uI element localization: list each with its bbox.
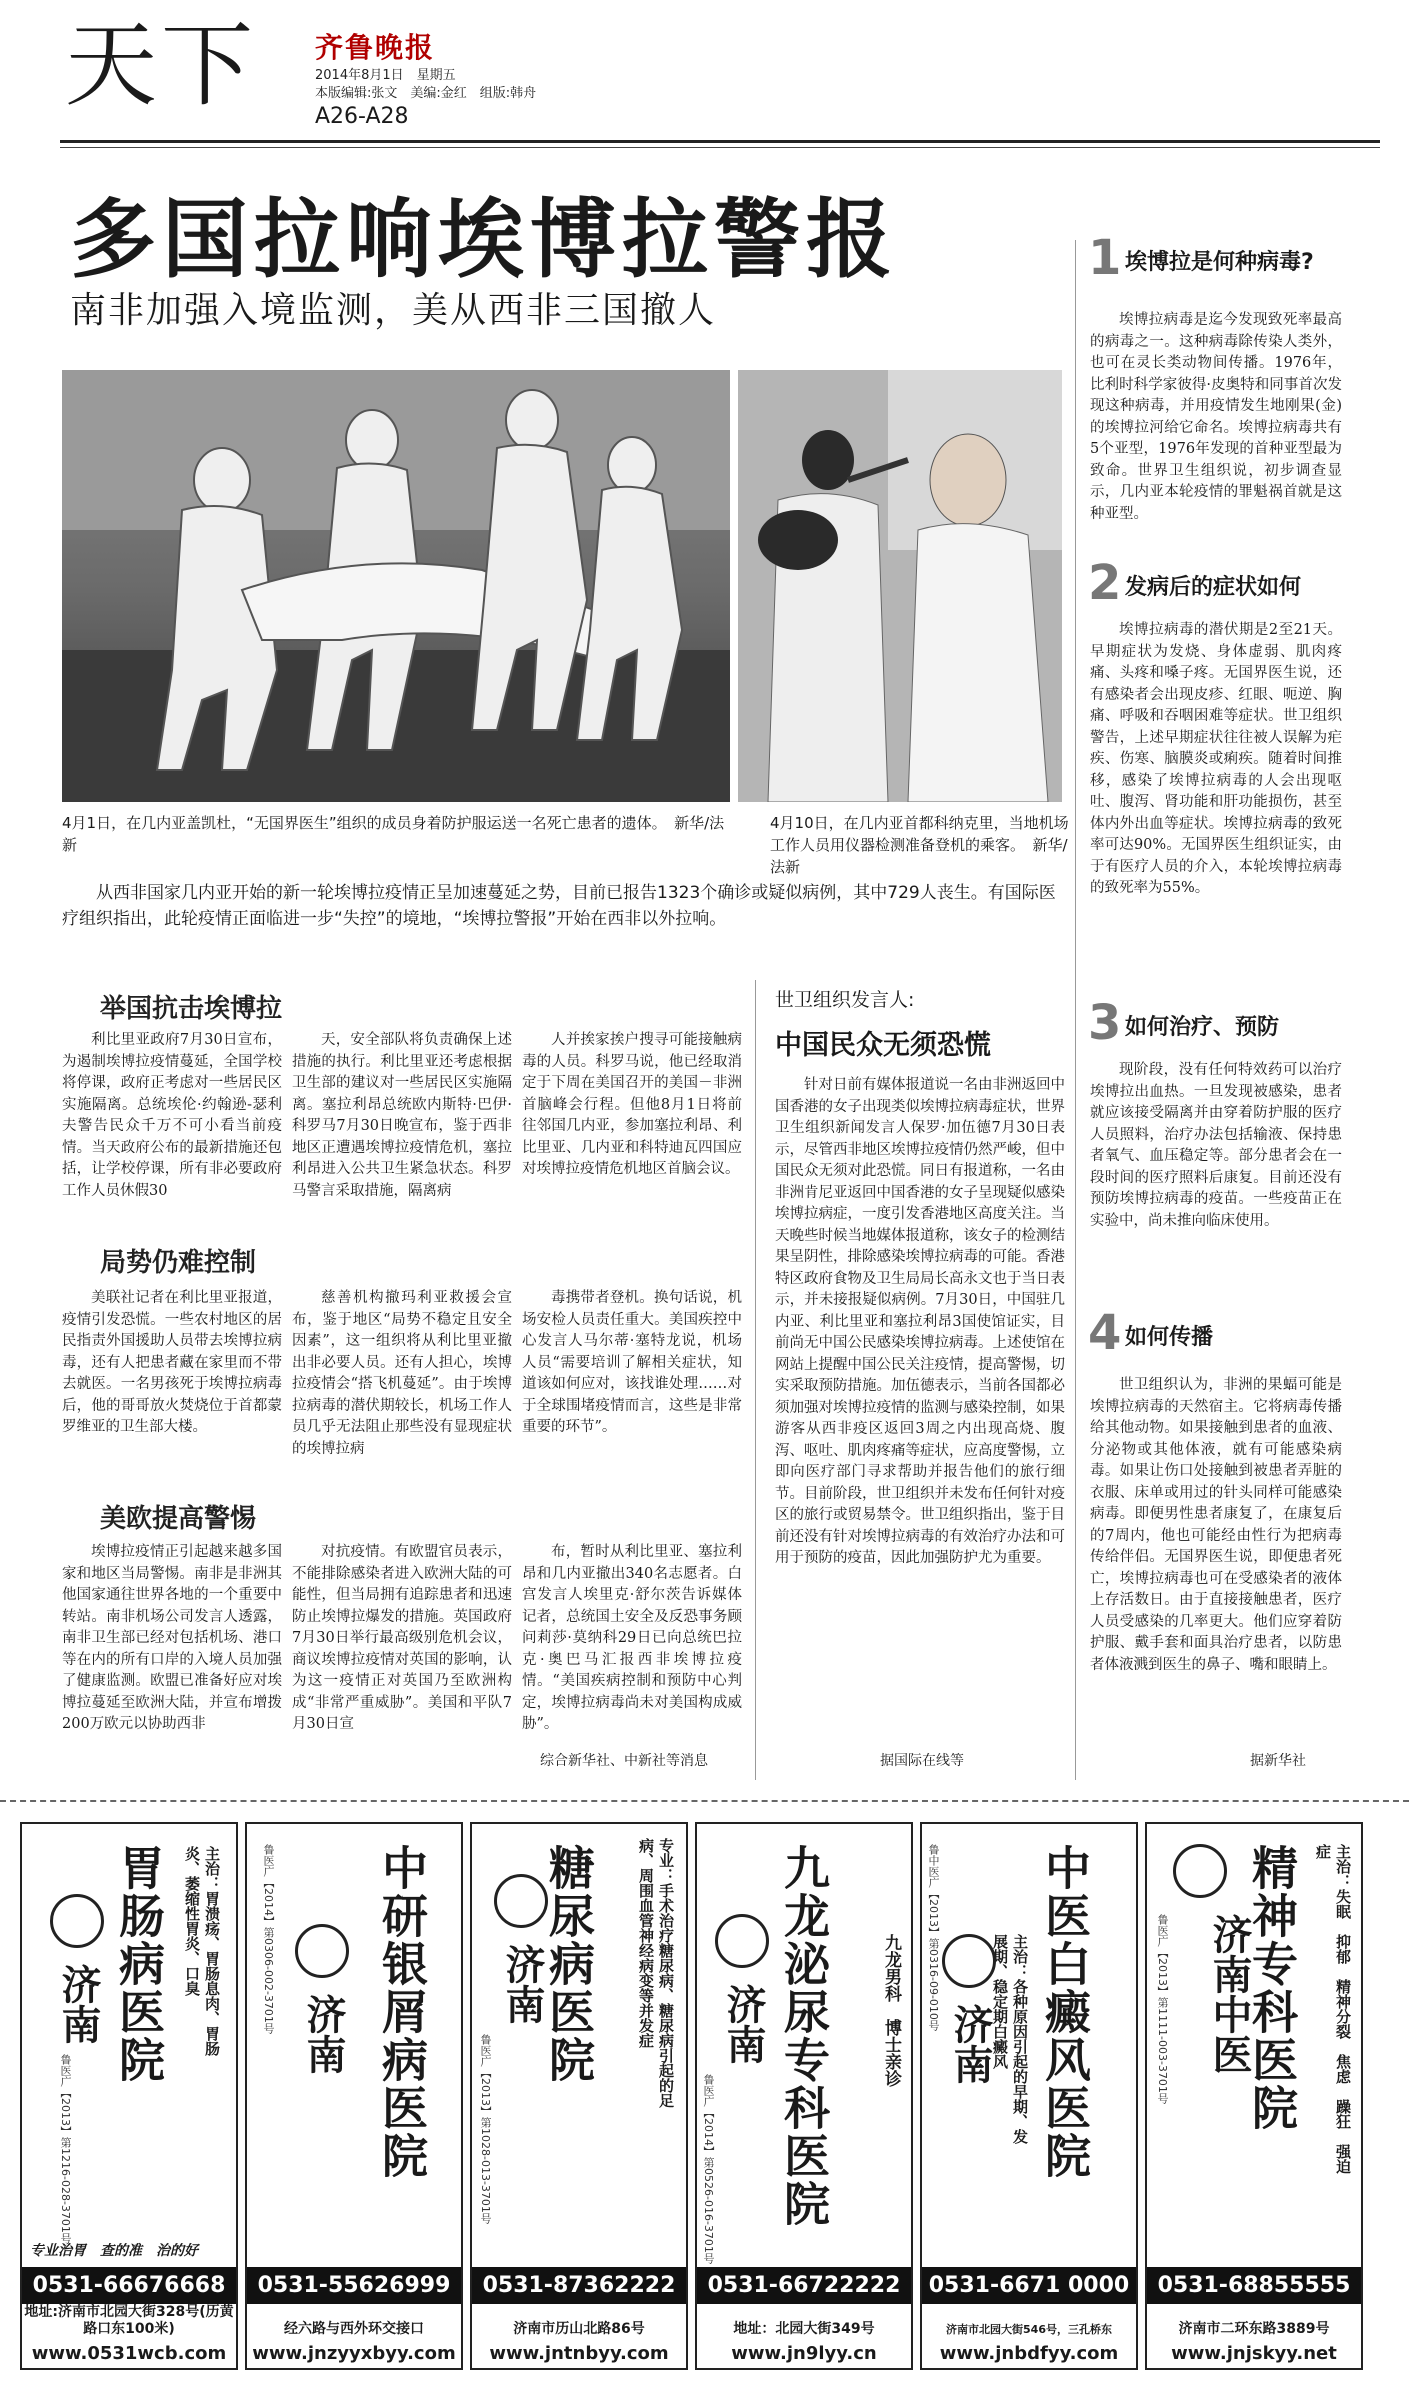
ad-city: 济南 (499, 1944, 545, 2024)
ad-phone: 0531-6671 0000 (922, 2267, 1136, 2304)
photo-illustration (738, 370, 1062, 802)
section-heading: 美欧提高警惕 (100, 1504, 257, 1534)
article-column: 利比里亚政府7月30日宣布，为遏制埃博拉疫情蔓延，全国学校将停课，政府正考虑对一些居民区实施隔离。总统埃伦·约翰逊-瑟利夫警告民众千万不可小看当前疫情。当天政府公布的最新措施还包括，让学校停课，所有非必要政府工作人员休假30 (62, 1032, 282, 1199)
sub-headline: 南非加强入境监测，美从西非三国撤人 (70, 290, 717, 331)
article-column: 布，暂时从利比里亚、塞拉利昂和几内亚撤出340名志愿者。白宫发言人埃里克·舒尔茨告诉媒体记者，总统国土安全及反恐事务顾问莉莎·莫纳科29日已向总统巴拉克·奥巴马汇报西非埃博拉疫情。“美国疾病控制和预防中心判定，埃博拉病毒尚未对美国构成威胁”。 (522, 1544, 742, 1732)
ad-address: 经六路与西外环交接口 (284, 2321, 424, 2337)
ad-license: 鲁医广【2014】第0306-002-3701号 (262, 1844, 275, 2034)
hospital-logo-icon (494, 1874, 548, 1928)
question-title: 发病后的症状如何 (1125, 575, 1302, 600)
ad-city: 济南 (947, 2004, 993, 2084)
hospital-logo-icon (715, 1914, 769, 1968)
ad-hospital (245, 1822, 463, 2370)
issue-date: 2014年8月1日 星期五 (315, 68, 456, 83)
ad-website: www.jn9lyy.cn (731, 2343, 877, 2364)
ad-city: 济南 (55, 1964, 101, 2044)
ad-address: 济南市历山北路86号 (513, 2321, 645, 2337)
header-rule-thin (60, 147, 1380, 148)
article-column: 天，安全部队将负责确保上述措施的执行。利比里亚还考虑根据卫生部的建议对一些居民区实施隔离。塞拉利昂总统欧内斯特·巴伊·科罗马7月30日晚宣布，鉴于西非地区正遭遇埃博拉疫情危机，塞拉利昂进入公共卫生紧急状态。科罗马警言采取措施，隔离病 (292, 1032, 512, 1199)
ad-website: www.0531wcb.com (31, 2343, 227, 2364)
question-title: 如何治疗、预防 (1125, 1015, 1280, 1040)
ad-website: www.jntnbyy.com (489, 2343, 669, 2364)
ad-hospital (1145, 1822, 1363, 2370)
page-range: A26-A28 (315, 104, 409, 129)
section-title: 天下 (65, 12, 258, 119)
question-body: 埃博拉病毒是迄今发现致死率最高的病毒之一。这种病毒除传染人类外，也可在灵长类动物间传播。1976年，比利时科学家彼得·皮奥特和同事首次发现这种病毒，并用疫情发生地刚果(金)的埃博拉河给它命名。埃博拉病毒共有5个亚型，1976年发现的首种亚型最为致命。世界卫生组织说，初步调查显示，几内亚本轮疫情的罪魁祸首就是这种亚型。 (1090, 312, 1342, 522)
ad-website: www.jnzyyxbyy.com (252, 2343, 456, 2364)
article-source: 综合新华社、中新社等消息 (540, 1753, 708, 1769)
question-title: 埃博拉是何种病毒? (1125, 250, 1314, 275)
ad-slogan: 专业治胃 查的准 治的好 (30, 2243, 198, 2259)
ad-phone: 0531-55626999 (247, 2267, 461, 2304)
newspaper-logo: 齐鲁晚报 (315, 31, 436, 64)
photo-caption: 4月10日，在几内亚首都科纳克里，当地机场工作人员用仪器检测准备登机的乘客。 新华/法新 (770, 814, 1069, 876)
news-photo-airport-screening (738, 370, 1062, 802)
question-number: 1 (1088, 230, 1122, 286)
ad-specialty: 九龙男科 博士亲诊 (881, 1934, 901, 2087)
ad-phone: 0531-66722222 (697, 2267, 911, 2304)
ad-license: 鲁医广【2013】第1216-028-3701号 (59, 2054, 72, 2244)
question-body: 埃博拉病毒的潜伏期是2至21天。早期症状为发烧、身体虚弱、肌肉疼痛、头疼和嗓子疼。无国界医生说，还有感染者会出现皮疹、红眼、呃逆、胸痛、呼吸和吞咽困难等症状。世卫组织警告，上述早期症状往往被人误解为疟疾、伤寒、脑膜炎或痢疾。随着时间推移，感染了埃博拉病毒的人会出现呕吐、腹泻、肾功能和肝功能损伤，甚至体内外出血等症状。埃博拉病毒的致死率可达90%。无国界医生组织证实，由于有医疗人员的介入，本轮埃博拉病毒的致死率为55%。 (1090, 622, 1342, 896)
article-column: 慈善机构撤玛利亚救援会宣布，鉴于地区“局势不稳定且安全因素”，这一组织将从利比里亚撤出非必要人员。还有人担心，埃博拉疫情会“搭飞机蔓延”。由于埃博拉病毒的潜伏期较长，机场工作人员几乎无法阻止那些没有显现症状的埃博拉病 (292, 1290, 512, 1457)
question-title: 如何传播 (1125, 1325, 1214, 1350)
section-heading: 举国抗击埃博拉 (100, 994, 283, 1024)
section-heading: 局势仍难控制 (100, 1248, 257, 1278)
ad-hospital (20, 1822, 238, 2370)
ad-license: 鲁医广【2013】第1028-013-3701号 (479, 2034, 492, 2224)
article-column: 毒携带者登机。换句话说，机场安检人员责任重大。美国疾控中心发言人马尔蒂·塞特龙说，机场人员“需要培训了解相关症状，知道该如何应对，该找谁处理……对于全球围堵疫情而言，这些是非常重要的环节”。 (522, 1290, 742, 1435)
main-headline: 多国拉响埃博拉警报 (70, 190, 898, 290)
ad-hospital-name: 九龙泌尿专科医院 (777, 1844, 831, 2228)
question-number: 4 (1088, 1305, 1122, 1361)
header-rule (60, 140, 1380, 143)
article-column: 埃博拉疫情正引起越来越多国家和地区当局警惕。南非是非洲其他国家通往世界各地的一个重要中转站。南非机场公司发言人透露，南非卫生部已经对包括机场、港口等在内的所有口岸的入境人员加强了健康监测。欧盟已准备好应对埃博拉蔓延至欧洲大陆，并宣布增拨200万欧元以协助西非 (62, 1544, 282, 1732)
news-photo-health-workers (62, 370, 730, 802)
question-number: 2 (1088, 555, 1122, 611)
article-column: 人并挨家挨户搜寻可能接触病毒的人员。科罗马说，他已经取消定于下周在美国召开的美国－非洲首脑峰会行程。但他8月1日将前往邻国几内亚，参加塞拉利昂、利比里亚、几内亚和科特迪瓦四国应对埃博拉疫情危机地区首脑会议。 (522, 1032, 742, 1177)
hospital-logo-icon (295, 1924, 349, 1978)
photo-caption: 4月1日，在几内亚盖凯杜，“无国界医生”组织的成员身着防护服运送一名死亡患者的遗体。 新华/法新 (62, 814, 725, 854)
ad-specialty: 主治：各种原因引起的早期、发展期、稳定期白癜风 (991, 1934, 1029, 2144)
question-body: 现阶段，没有任何特效药可以治疗埃博拉出血热。一旦发现被感染，患者就应该接受隔离并由穿着防护服的医疗人员照料，治疗办法包括输液、保持患者氧气、血压稳定等。部分患者会在一段时间的医疗照料后康复。目前还没有预防埃博拉病毒的疫苗。一些疫苗正在实验中，尚未推向临床使用。 (1090, 1062, 1342, 1229)
article-kicker: 世卫组织发言人: (775, 989, 915, 1011)
article-body: 针对日前有媒体报道说一名由非洲返回中国香港的女子出现类似埃博拉病毒症状，世界卫生组织新闻发言人保罗·加伍德7月30日表示，尽管西非地区埃博拉疫情仍然严峻，但中国民众无须对此恐慌。同日有报道称，一名由非洲肯尼亚返回中国香港的女子呈现疑似感染埃博拉病症，一度引发香港地区高度关注。当天晚些时候当地媒体报道称，该女子的检测结果呈阴性，排除感染埃博拉病毒的可能。香港特区政府食物及卫生局局长高永文也于当日表示，并未接报疑似病例。7月30日，中国驻几内亚、利比里亚和塞拉利昂3国使馆证实，目前尚无中国公民感染埃博拉病毒。上述使馆在网站上提醒中国公民关注疫情，提高警惕，切实采取预防措施。加伍德表示，当前各国都必须加强对埃博拉疫情的监测与感染控制，如果游客从西非疫区返回3周之内出现高烧、腹泻、呕吐、肌肉疼痛等症状，应高度警惕，立即向医疗部门寻求帮助并报告他们的旅行细节。目前阶段，世卫组织并未发布任何针对疫区的旅行或贸易禁令。世卫组织指出，鉴于目前还没有针对埃博拉病毒的有效治疗办法和可用于预防的疫苗，因此加强防护尤为重要。 (775, 1077, 1065, 1566)
ad-specialty: 主治：胃溃疡、胃肠息肉、胃肠炎、萎缩性胃炎、口臭 (183, 1846, 221, 2056)
ad-hospital (470, 1822, 688, 2370)
ad-phone: 0531-68855555 (1147, 2267, 1361, 2304)
ad-hospital-name: 胃肠病医院 (112, 1844, 166, 2084)
ad-license: 鲁中医广【2013】第0316-09-010号 (927, 1844, 940, 2031)
hospital-logo-icon (1173, 1844, 1227, 1898)
ad-website: www.jnjskyy.net (1171, 2343, 1337, 2364)
ad-address: 地址：北园大街349号 (733, 2321, 875, 2337)
ad-hospital-name: 中医白癜风医院 (1038, 1844, 1092, 2180)
photo-illustration (62, 370, 730, 802)
editor-credits: 本版编辑:张文 美编:金红 组版:韩舟 (315, 86, 537, 101)
column-divider (755, 980, 756, 1780)
ad-website: www.jnbdfyy.com (939, 2343, 1119, 2364)
ad-hospital-name: 精神专科医院 (1245, 1844, 1299, 2132)
ad-hospital (920, 1822, 1138, 2370)
article-source: 据新华社 (1250, 1753, 1306, 1769)
article-title: 中国民众无须恐慌 (775, 1030, 991, 1061)
ad-city: 济南 (300, 1994, 346, 2074)
ad-city: 济南 (720, 1984, 766, 2064)
article-column: 对抗疫情。有欧盟官员表示，不能排除感染者进入欧洲大陆的可能性，但当局拥有追踪患者和迅速防止埃博拉爆发的措施。英国政府7月30日举行最高级别危机会议，商议埃博拉疫情对英国的影响，认为这一疫情正对英国乃至欧洲构成“非常严重威胁”。美国和平队7月30日宣 (292, 1544, 512, 1732)
page-header (60, 12, 1380, 145)
question-number: 3 (1088, 995, 1122, 1051)
question-body: 世卫组织认为，非洲的果蝠可能是埃博拉病毒的天然宿主。它将病毒传播给其他动物。如果接触到患者的血液、分泌物或其他体液，就有可能感染病毒。如果让伤口处接触到被患者弄脏的衣服、床单或用过的针头同样可能感染病毒。即便男性患者康复了，在康复后的7周内，他也可能经由性行为把病毒传给伴侣。无国界医生说，即便患者死亡，埃博拉病毒也可在受感染者的液体上存活数日。由于直接接触患者，医疗人员受感染的几率更大。他们应穿着防护服、戴手套和面具治疗患者，以防患者体液溅到医生的鼻子、嘴和眼睛上。 (1090, 1377, 1342, 1673)
ad-license: 鲁医广【2013】第1111-003-3701号 (1156, 1914, 1169, 2104)
ad-specialty: 主治：失眠 抑郁 精神分裂 焦虑 躁狂 强迫症 (1314, 1844, 1352, 2174)
article-column: 美联社记者在利比里亚报道，疫情引发恐慌。一些农村地区的居民指责外国援助人员带去埃博拉病毒，还有人把患者藏在家里而不带去就医。一名男孩死于埃博拉病毒后，他的哥哥放火焚烧位于首都蒙罗维亚的卫生部大楼。 (62, 1290, 282, 1435)
ad-city: 济南中医 (1206, 1914, 1252, 2074)
ad-address: 地址:济南市北园大街328号(历黄路口东100米) (24, 2304, 234, 2337)
hospital-logo-icon (942, 1934, 996, 1988)
ad-hospital-name: 糖尿病医院 (542, 1844, 596, 2084)
ad-address: 济南市二环东路3889号 (1178, 2321, 1330, 2337)
article-source: 据国际在线等 (880, 1753, 964, 1769)
ad-address: 济南市北园大街546号，三孔桥东 (946, 2323, 1112, 2336)
ad-license: 鲁医广【2014】第0526-016-3701号 (702, 2074, 715, 2264)
lead-paragraph: 从西非国家几内亚开始的新一轮埃博拉疫情正呈加速蔓延之势，目前已报告1323个确诊或疑似病例，其中729人丧生。有国际医疗组织指出，此轮疫情正面临进一步“失控”的境地，“埃博拉警报”开始在西非以外拉响。 (62, 883, 1056, 929)
ad-hospital-name: 中研银屑病医院 (375, 1844, 429, 2180)
hospital-logo-icon (50, 1894, 104, 1948)
ad-phone: 0531-87362222 (472, 2267, 686, 2304)
ad-divider (0, 1800, 1409, 1802)
ad-phone: 0531-66676668 (22, 2267, 236, 2304)
ad-hospital (695, 1822, 913, 2370)
ad-specialty: 专业：手术治疗糖尿病、糖尿病引起的足病、周围血管神经病变等并发症 (637, 1838, 675, 2108)
column-divider (1075, 240, 1076, 1780)
